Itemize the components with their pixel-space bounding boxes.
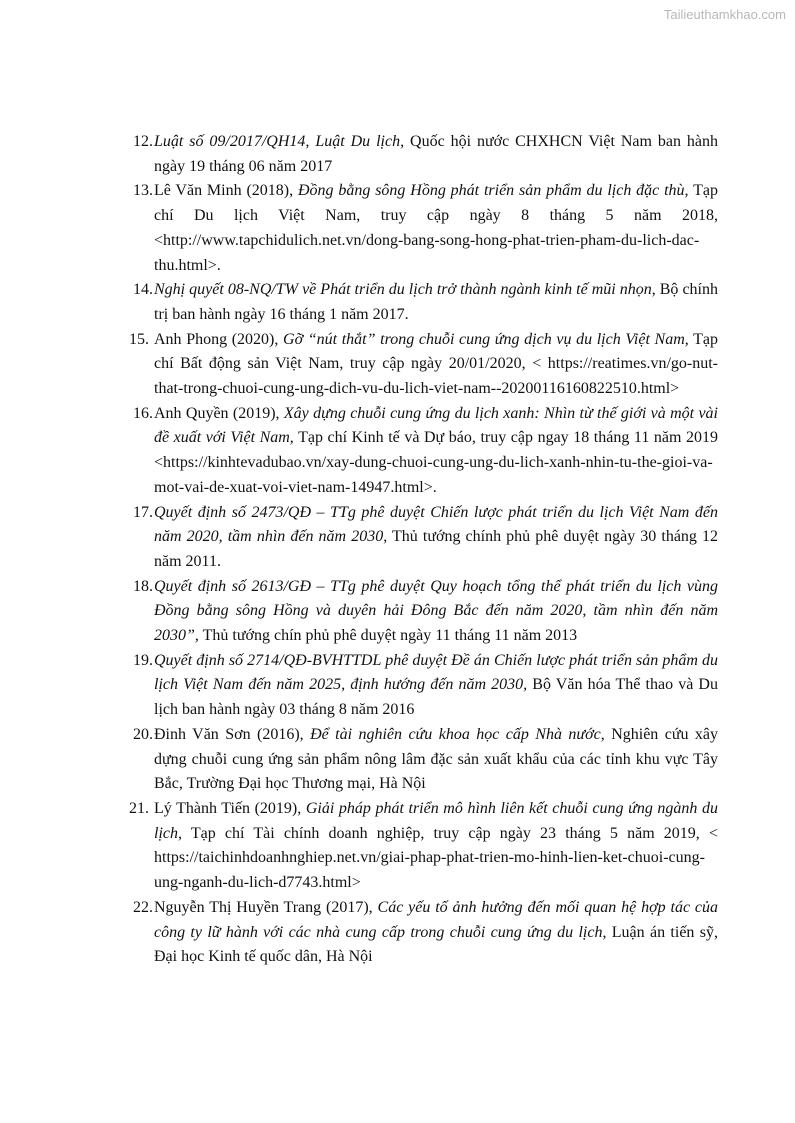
reference-title: Xây dựng chuỗi cung ứng du lịch xanh: Nhìn từ thế giới và một vài đề xuất với Việt Nam,: [154, 404, 719, 447]
reference-text: Đinh Văn Sơn (2016),: [154, 725, 311, 743]
reference-text: Lý Thành Tiến (2019),: [154, 799, 306, 817]
reference-title: Giải pháp phát triển mô hình liên kết chuỗi cung ứng ngành du lịch,: [154, 799, 719, 842]
reference-text: Anh Quyền (2019),: [154, 404, 284, 422]
reference-item: [118, 278, 718, 327]
reference-number: 14.: [133, 281, 153, 299]
reference-title: Nghị quyết 08-NQ/TW về Phát triển du lịch trở thành ngành kinh tế mũi nhọn: [154, 281, 652, 299]
reference-title: Các yếu tố ảnh hưởng đến mối quan hệ hợp tác của công ty lữ hành với các nhà cung cấp trong chuỗi cung ứng du lịch: [154, 898, 719, 941]
reference-item: [118, 402, 718, 501]
reference-text: Thủ tướng chín phủ phê duyệt ngày 11 tháng 11 năm 2013: [198, 627, 578, 645]
reference-item: [118, 723, 718, 797]
reference-title: Quyết định số 2473/QĐ – TTg phê duyệt Chiến lược phát triển du lịch Việt Nam đến năm 2020, tầm nhìn đến năm 2030: [154, 503, 718, 546]
reference-title: Quyết định số 2714/QĐ-BVHTTDL phê duyệt Đề án Chiến lược phát triển sản phẩm du lịch Việt Nam đến năm 2025, định hướng đến năm 2030,: [154, 651, 718, 694]
reference-title: Đồng bằng sông Hồng phát triển sản phẩm du lịch đặc thù,: [297, 182, 689, 200]
reference-item: [118, 328, 718, 402]
reference-item: [118, 797, 718, 896]
reference-item: [118, 501, 718, 575]
reference-text: Nguyễn Thị Huyền Trang (2017),: [154, 898, 378, 916]
reference-item: [118, 575, 718, 649]
reference-text: , Nghiên cứu xây dựng chuỗi cung ứng sản phẩm nông lâm đặc sản xuất khẩu của các tỉnh khu vực Tây Bắc, Trường Đại học Thương mại, Hà Nội: [154, 725, 719, 793]
reference-number: 20.: [133, 725, 153, 743]
reference-item: [118, 179, 718, 278]
reference-item: [118, 649, 718, 723]
reference-title: Luật số 09/2017/QH14, Luật Du lịch,: [154, 133, 405, 150]
reference-text: Quốc hội nước CHXHCN Việt Nam ban hành ngày 19 tháng 06 năm 2017: [154, 133, 718, 175]
reference-text: , Luận án tiến sỹ, Đại học Kinh tế quốc dân, Hà Nội: [154, 923, 718, 966]
reference-number: 21.: [129, 799, 149, 817]
watermark: Tailieuthamkhao.com: [663, 7, 786, 22]
reference-text: , Bộ chính trị ban hành ngày 16 tháng 1 năm 2017.: [154, 281, 719, 323]
reference-text: Tạp chí Bất động sản Việt Nam, truy cập ngày 20/01/2020, < https://reatimes.vn/go-nut-that-trong-chuoi-cung-ung-dich-vu-du-lich-viet-nam--20200116160822510.html>: [154, 330, 719, 398]
reference-text: Anh Phong (2020),: [154, 330, 284, 348]
reference-number: 13.: [133, 182, 153, 200]
reference-number: 18.: [133, 577, 153, 595]
reference-number: 19.: [133, 651, 153, 669]
reference-text: , Thủ tướng chính phủ phê duyệt ngày 30 tháng 12 năm 2011.: [154, 528, 719, 570]
reference-title: Để tài nghiên cứu khoa học cấp Nhà nước: [310, 725, 601, 743]
reference-number: 16.: [133, 404, 153, 422]
reference-item: [118, 130, 718, 179]
reference-title: Quyết định số 2613/GĐ – TTg phê duyệt Quy hoạch tổng thể phát triển du lịch vùng Đồng bằng sông Hồng và duyên hải Đông Bắc đến năm 2020, tầm nhìn đến năm 2030”,: [154, 577, 718, 645]
reference-text: Lê Văn Minh (2018),: [154, 182, 298, 200]
reference-text: Tạp chí Tài chính doanh nghiệp, truy cập ngày 23 tháng 5 năm 2019, < https://taichinhdoanhnghiep.net.vn/giai-phap-phat-trien-mo-hinh-lien-ket-chuoi-cung-ung-nganh-du-lich-d7743.html>: [154, 824, 718, 892]
reference-text: Tạp chí Kinh tế và Dự báo, truy cập ngay 18 tháng 11 năm 2019 <https://kinhtevadubao.vn/xay-dung-chuoi-cung-ung-du-lich-xanh-nhin-tu-the-gioi-va-mot-vai-de-xuat-voi-viet-nam-14947.html>.: [154, 429, 718, 496]
reference-number: 15.: [129, 330, 149, 348]
reference-text: Bộ Văn hóa Thể thao và Du lịch ban hành ngày 03 tháng 8 năm 2016: [154, 676, 718, 719]
reference-item: [118, 896, 718, 970]
reference-title: Gỡ “nút thắt” trong chuỗi cung ứng dịch vụ du lịch Việt Nam,: [283, 330, 689, 348]
reference-number: 17.: [133, 503, 153, 521]
reference-text: Tạp chí Du lịch Việt Nam, truy cập ngày 8 tháng 5 năm 2018, <http://www.tapchidulich.net.vn/dong-bang-song-hong-phat-trien-pham-du-lich-dac-thu.html>.: [154, 182, 718, 274]
reference-number: 12.: [133, 133, 153, 150]
reference-number: 22.: [133, 898, 153, 916]
reference-list: [118, 130, 718, 970]
